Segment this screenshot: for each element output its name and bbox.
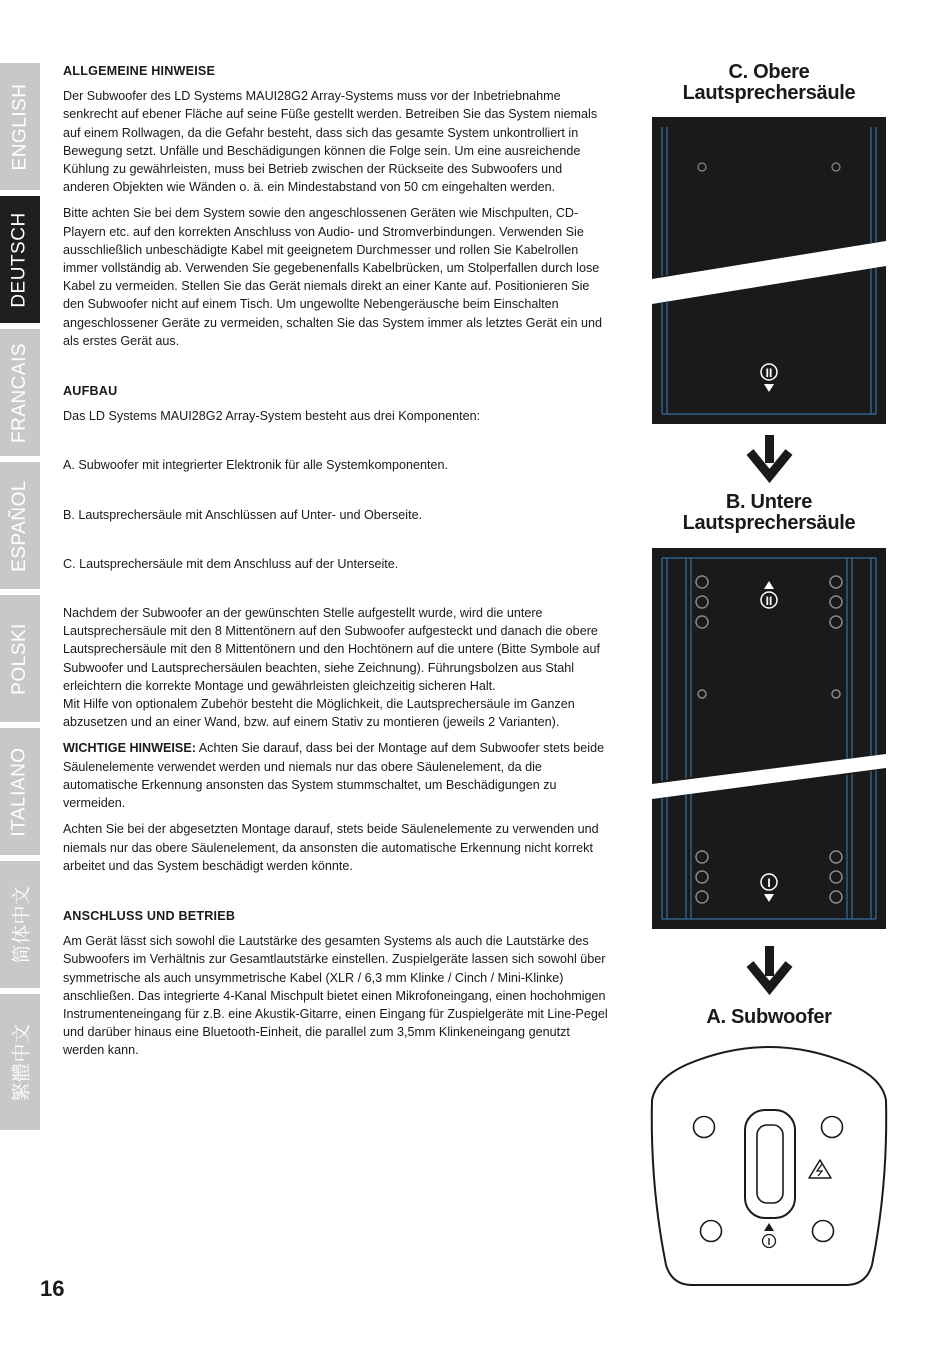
lower-column-bottom-section bbox=[652, 768, 886, 929]
lang-tab-label: 简体中文 bbox=[11, 885, 33, 964]
lang-tab-label: ESPAÑOL bbox=[9, 479, 31, 572]
list-item-component-b: B. Lautsprechersäule mit Anschlüssen auf Unter- und Oberseite. bbox=[63, 507, 423, 522]
heading-general: ALLGEMEINE HINWEISE bbox=[63, 64, 216, 78]
arrow-down-icon bbox=[750, 946, 789, 988]
title-subwoofer-text: A. Subwoofer bbox=[706, 1006, 832, 1028]
paragraph-general-1: Der Subwoofer des LD Systems MAUI28G2 Array-Systems muss vor der Inbetriebnahme senkrecht auf ebener Fläche auf seine Füße gestellt werden. Betreiben Sie das System niemals auf einem Rollwagen, da die Gefahr besteht, dass sich das gesamte System unkontrolliert in Bewegung setzt. Unfälle und Beschädigungen können die Folge sein. Um eine ausreichende Kühlung zu gewährleisten, muss bei Betrieb zwischen der Rückseite des Subwoofers und anderen Objekten wie Wänden o. ä. ein Mindestabstand von 50 cm eingehalten werden. bbox=[63, 89, 598, 195]
important-text: Achten Sie darauf, dass bei der Montage auf dem Subwoofer stets beide Säulenelemente verwendet werden und niemals nur das obere Säulenelement, da die automatische Erkennung ansonsten das System stummschaltet, um Beschädigungen zu vermeiden. bbox=[63, 741, 605, 811]
paragraph-assembly-2: Mit Hilfe von optionalem Zubehör besteht die Möglichkeit, die Lautsprechersäule im Ganzen abzusetzen und an einer Wand, bzw. auf einem Stativ zu montieren (jeweils 2 Varianten). bbox=[63, 697, 575, 730]
list-item-component-a: A. Subwoofer mit integrierter Elektronik für alle Systemkomponenten. bbox=[63, 458, 448, 473]
lang-tab-label: DEUTSCH bbox=[9, 211, 30, 308]
symbol-label: II bbox=[765, 366, 773, 380]
page-number: 16 bbox=[40, 1276, 65, 1301]
upper-column-bottom-section bbox=[652, 266, 886, 424]
guide-hole bbox=[822, 1117, 843, 1138]
list-item-component-c: C. Lautsprechersäule mit dem Anschluss auf der Unterseite. bbox=[63, 556, 399, 571]
paragraph-setup-intro: Das LD Systems MAUI28G2 Array-System besteht aus drei Komponenten: bbox=[63, 409, 481, 424]
heading-setup: AUFBAU bbox=[63, 384, 118, 399]
guide-hole bbox=[694, 1117, 715, 1138]
upper-column-top-section bbox=[652, 117, 886, 279]
lang-tab-label: FRANCAIS bbox=[9, 342, 31, 443]
paragraph-offset-mounting: Achten Sie bei der abgesetzten Montage darauf, stets beide Säulenelemente zu verwenden und niemals nur das obere Säulenelement, da ansonsten die automatische Erkennung nicht korrekt arbeitet und das System beschädigt werden könnte. bbox=[63, 822, 599, 873]
lang-tab-label: POLSKI bbox=[9, 622, 30, 695]
heading-connection: ANSCHLUSS UND BETRIEB bbox=[63, 908, 236, 923]
symbol-label: II bbox=[765, 594, 773, 608]
paragraph-connection: Am Gerät lässt sich sowohl die Lautstärke des gesamten Systems als auch die Lautstärke des Subwoofers im Verhältnis zur Gesamtlautstärke einstellen. Zuspielgeräte lassen sich sowohl über symmetrische als auch unsymmetrische Kabel (XLR / 6,3 mm Klinke / Cinch / Mini-Klinke) anschließen. Das integrierte 4-Kanal Mischpult bietet einen Mikrofoneingang, einen hochohmigen Instrumenteneingang für z.B. eine Akustik-Gitarre, einen Eingang für Zuspielgeräte mit Line-Pegel und darüber hinaus eine Bluetooth-Einheit, die parallel zum 3,5mm Klinkeneingang genutzt werden kann. bbox=[63, 934, 608, 1058]
paragraph-assembly-1: Nachdem der Subwoofer an der gewünschten Stelle aufgestellt wurde, wird die untere Lautsprechersäule mit den 8 Mittentönern auf den Subwoofer aufgesteckt und danach die obere Lautsprechersäule mit den 8 Mittentönern und den Hochtönern auf die untere (Bitte Symbole auf Subwoofer und Lautsprechersäulen beachten, siehe Zeichnung). Führungsbolzen aus Stahl erleichtern die korrekte Montage und gewährleisten gleichzeitig sicheren Halt. bbox=[63, 606, 600, 693]
lang-tab-label: ENGLISH bbox=[9, 83, 31, 170]
guide-hole bbox=[813, 1221, 834, 1242]
lower-column-top-section bbox=[652, 548, 886, 784]
title-upper-column-line2: Lautsprechersäule bbox=[682, 82, 856, 104]
connector-slot bbox=[757, 1125, 783, 1203]
important-label: WICHTIGE HINWEISE: bbox=[63, 741, 196, 756]
subwoofer-top-view bbox=[652, 1047, 886, 1285]
lang-tab-label: 繁體中文 bbox=[11, 1022, 33, 1102]
symbol-label: I bbox=[767, 876, 771, 890]
guide-hole bbox=[701, 1221, 722, 1242]
title-upper-column-line1: C. Obere bbox=[728, 61, 810, 83]
paragraph-general-2: Bitte achten Sie bei dem System sowie den angeschlossenen Geräten wie Mischpulten, CD-Playern etc. auf den korrekten Anschluss von Audio- und Stromverbindungen. Verwenden Sie ausschließlich unbeschädigte Kabel mit geeignetem Durchmesser und rollen Sie Kabelrollen immer vollständig ab. Verwenden Sie gegebenenfalls Kabelbrücken, um Stolperfallen durch lose Kabel zu vermeiden. Stellen Sie das Gerät niemals direkt an einer Kante auf. Positionieren Sie den Subwoofer nicht auf einem Tisch. Um ungewollte Nebengeräusche beim Einschalten angeschlossener Geräte zu vermeiden, schalten Sie das System immer als letztes Gerät ein und als erstes Gerät aus. bbox=[63, 206, 602, 348]
title-lower-column-line2: Lautsprechersäule bbox=[682, 512, 856, 534]
title-lower-column-line1: B. Untere bbox=[725, 491, 813, 513]
arrow-down-icon bbox=[750, 435, 789, 476]
lang-tab-label: ITALIANO bbox=[9, 746, 31, 837]
symbol-label: I bbox=[767, 1237, 771, 1248]
